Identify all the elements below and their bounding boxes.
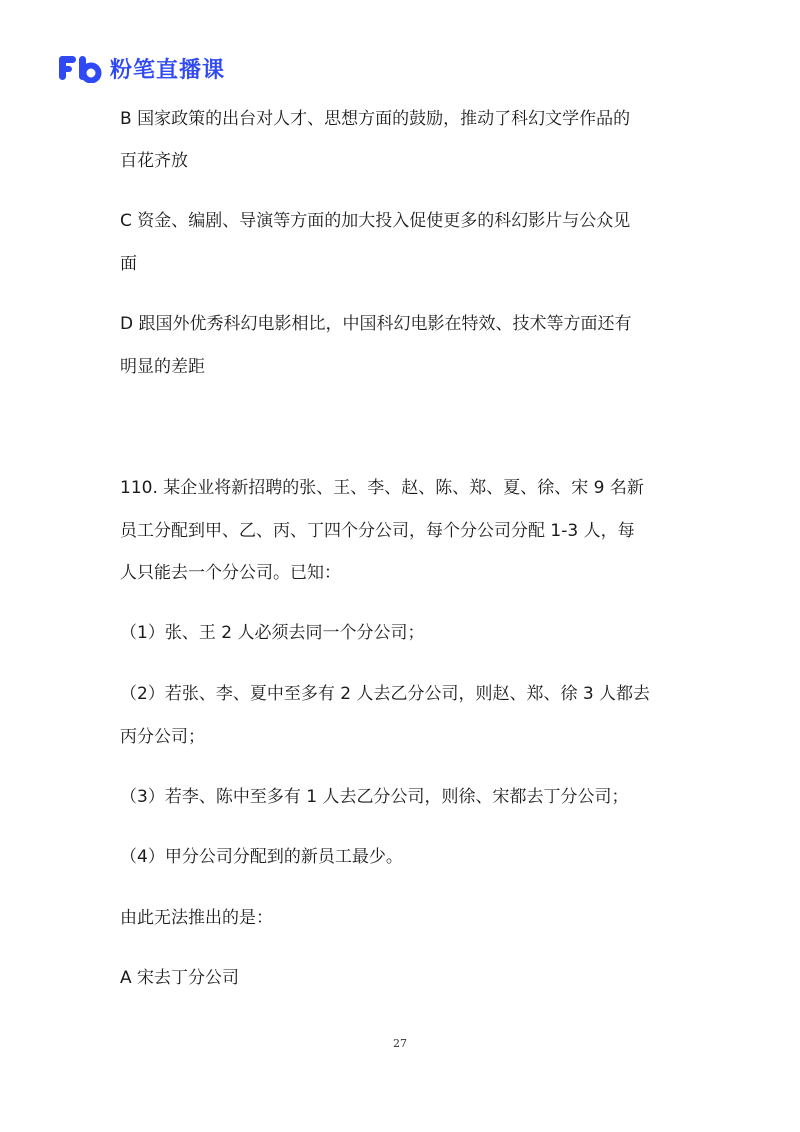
condition-1: （1）张、王 2 人必须去同一个分公司； bbox=[120, 623, 425, 643]
question-stem-line2: 员工分配到甲、乙、丙、丁四个分公司，每个分公司分配 1-3 人，每 bbox=[120, 521, 635, 541]
question-stem-line3: 人只能去一个分公司。已知： bbox=[120, 563, 341, 583]
option-d-line2: 明显的差距 bbox=[120, 357, 205, 377]
condition-4: （4）甲分公司分配到的新员工最少。 bbox=[120, 847, 403, 867]
option-b-line2: 百花齐放 bbox=[120, 151, 188, 171]
option-c-line2: 面 bbox=[120, 254, 137, 274]
page-number: 27 bbox=[393, 1037, 407, 1050]
question-stem-line1: 110. 某企业将新招聘的张、王、李、赵、陈、郑、夏、徐、宋 9 名新 bbox=[120, 478, 644, 498]
fb-logo-icon bbox=[58, 53, 102, 83]
brand-name: 粉笔直播课 bbox=[110, 57, 226, 83]
option-a: A 宋去丁分公司 bbox=[120, 968, 240, 988]
page-header bbox=[58, 52, 225, 84]
condition-3: （3）若李、陈中至多有 1 人去乙分公司，则徐、宋都去丁分公司； bbox=[120, 787, 629, 807]
option-d-line1: D 跟国外优秀科幻电影相比，中国科幻电影在特效、技术等方面还有 bbox=[120, 314, 632, 334]
condition-2-line1: （2）若张、李、夏中至多有 2 人去乙分公司，则赵、郑、徐 3 人都去 bbox=[120, 684, 651, 704]
question-prompt: 由此无法推出的是： bbox=[120, 908, 273, 928]
option-b-line1: B 国家政策的出台对人才、思想方面的鼓励，推动了科幻文学作品的 bbox=[120, 109, 631, 129]
option-c-line1: C 资金、编剧、导演等方面的加大投入促使更多的科幻影片与公众见 bbox=[120, 211, 631, 231]
condition-2-line2: 丙分公司； bbox=[120, 727, 205, 747]
